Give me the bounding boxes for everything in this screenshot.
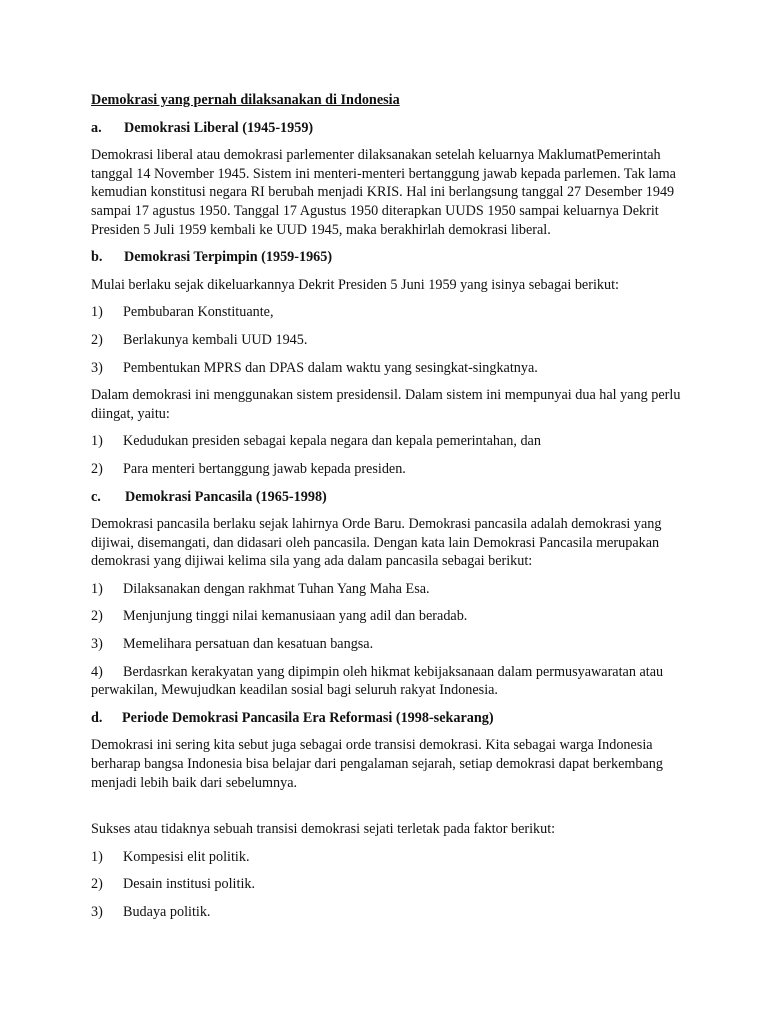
list-item-number: 2) [91, 876, 103, 893]
list-item-text: Memelihara persatuan dan kesatuan bangsa. [123, 636, 374, 653]
list-item-number: 1) [91, 433, 103, 450]
paragraph-spacer [91, 801, 691, 820]
section-c-marker: c. [91, 488, 101, 505]
list-item [91, 663, 691, 700]
list-item [91, 460, 691, 479]
list-item-number: 2) [91, 331, 103, 348]
section-b-intro: Mulai berlaku sejak dikeluarkannya Dekrit Presiden 5 Juni 1959 yang isinya sebagai berikut: [91, 276, 619, 293]
list-item-number: 2) [91, 608, 103, 625]
list-item [91, 359, 691, 378]
list-item-text: Kedudukan presiden sebagai kepala negara dan kepala pemerintahan, dan [123, 433, 541, 450]
list-item-text: Para menteri bertanggung jawab kepada presiden. [123, 460, 406, 477]
section-b-marker: b. [91, 249, 103, 266]
list-item-number: 3) [91, 904, 103, 920]
list-item-text: Dilaksanakan dengan rakhmat Tuhan Yang Maha Esa. [123, 580, 430, 597]
section-d-title: Periode Demokrasi Pancasila Era Reformasi (1998-sekarang) [122, 709, 494, 726]
list-item [91, 331, 691, 350]
list-item-number: 1) [91, 580, 103, 597]
list-item [91, 875, 691, 894]
list-item-text: Pembubaran Konstituante, [123, 304, 274, 321]
list-item-number: 1) [91, 848, 103, 865]
section-d-heading [91, 709, 691, 728]
list-item [91, 607, 691, 626]
list-item-text: Pembentukan MPRS dan DPAS dalam waktu yang sesingkat-singkatnya. [123, 359, 538, 376]
list-item-number: 2) [91, 460, 103, 477]
section-b-title: Demokrasi Terpimpin (1959-1965) [124, 249, 333, 266]
list-item-number: 1) [91, 304, 103, 321]
list-item-number: 4) [91, 663, 103, 680]
document-page [91, 91, 691, 931]
list-item-text: Budaya politik. [123, 904, 211, 920]
document-title: Demokrasi yang pernah dilaksanakan di Indonesia [91, 92, 400, 108]
list-item-text: Berdasrkan kerakyatan yang dipimpin oleh hikmat kebijaksanaan dalam permusyawaratan atau perwakilan, Mewujudkan keadilan sosial bagi seluruh rakyat Indonesia. [91, 663, 664, 699]
list-item-text: Desain institusi politik. [123, 876, 256, 893]
section-c-title: Demokrasi Pancasila (1965-1998) [125, 488, 327, 505]
list-item [91, 303, 691, 322]
section-d-paragraph-2: Sukses atau tidaknya sebuah transisi demokrasi sejati terletak pada faktor berikut: [91, 821, 556, 838]
list-item-number: 3) [91, 636, 103, 653]
list-item-number: 3) [91, 359, 103, 376]
section-a-paragraph: Demokrasi liberal atau demokrasi parlementer dilaksanakan setelah keluarnya MaklumatPemerintah tanggal 14 November 1945. Sistem ini menteri-menteri bertanggung jawab kepada parlemen. Tak lama kemudian konstitusi negara RI berubah menjadi KRIS. Hal ini berlangsung tanggal 27 Desember 1949 sampai 17 agustus 1950. Tanggal 17 Agustus 1950 diterapkan UUDS 1950 sampai keluarnya Dekrit Presiden 5 Juli 1959 kembali ke UUD 1945, maka berakhirlah demokrasi liberal. [91, 147, 676, 238]
section-c-paragraph: Demokrasi pancasila berlaku sejak lahirnya Orde Baru. Demokrasi pancasila adalah demokrasi yang dijiwai, disemangati, dan didasari oleh pancasila. Dengan kata lain Demokrasi Pancasila merupakan demokrasi yang dijiwai kelima sila yang ada dalam pancasila sebagai berikut: [91, 516, 662, 570]
section-a-marker: a. [91, 119, 102, 136]
section-d-paragraph: Demokrasi ini sering kita sebut juga sebagai orde transisi demokrasi. Kita sebagai warga Indonesia berharap bangsa Indonesia bisa belajar dari pengalaman sejarah, setiap demokrasi dapat berkembang menjadi lebih baik dari sebelumnya. [91, 737, 663, 791]
list-item [91, 432, 691, 451]
list-item [91, 903, 691, 922]
list-item [91, 848, 691, 867]
section-a-title: Demokrasi Liberal (1945-1959) [124, 119, 314, 136]
section-d-marker: d. [91, 709, 103, 726]
list-item-text: Berlakunya kembali UUD 1945. [123, 331, 308, 348]
section-b-heading [91, 248, 691, 267]
section-b-paragraph: Dalam demokrasi ini menggunakan sistem presidensil. Dalam sistem ini mempunyai dua hal yang perlu diingat, yaitu: [91, 387, 681, 422]
section-c-heading [91, 488, 691, 507]
list-item [91, 635, 691, 654]
list-item [91, 580, 691, 599]
section-a-heading [91, 119, 691, 138]
list-item-text: Menjunjung tinggi nilai kemanusiaan yang adil dan beradab. [123, 608, 468, 625]
list-item-text: Kompesisi elit politik. [123, 848, 250, 865]
